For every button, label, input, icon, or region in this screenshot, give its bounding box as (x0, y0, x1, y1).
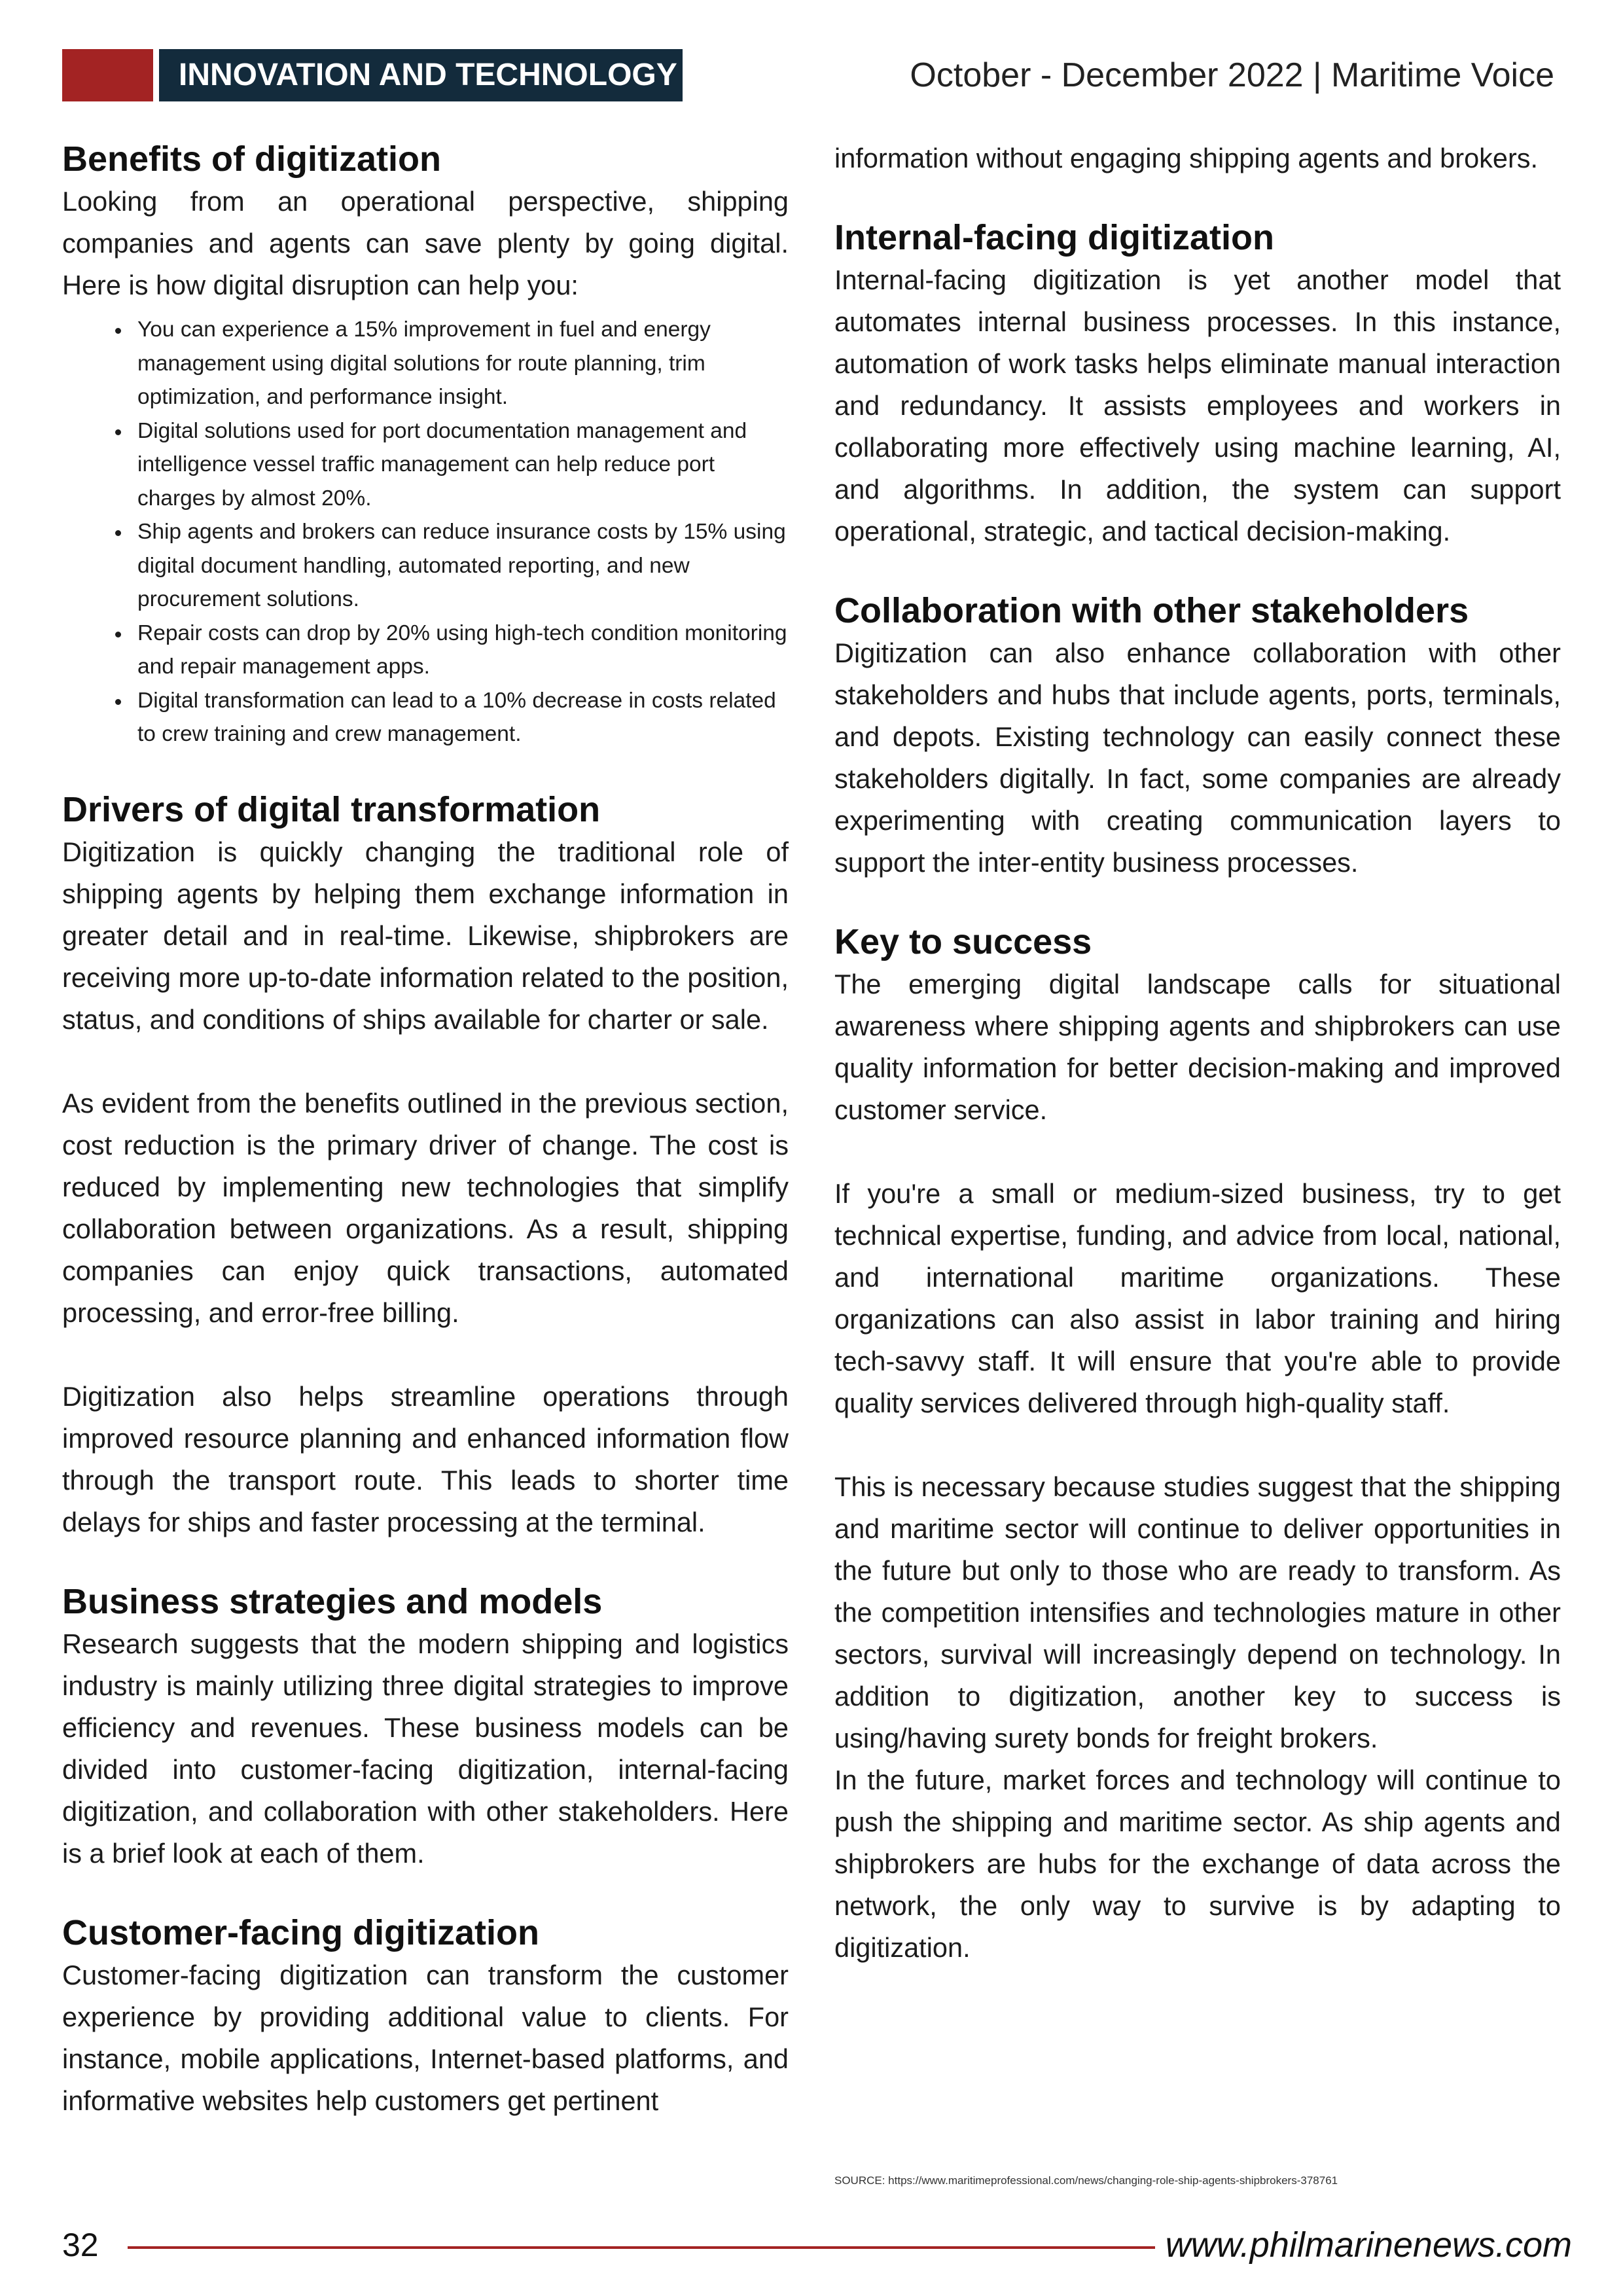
benefits-heading: Benefits of digitization (62, 139, 441, 179)
list-item: • Repair costs can drop by 20% using high-tech condition monitoring and repair management apps. (131, 617, 789, 684)
strategies-heading: Business strategies and models (62, 1581, 603, 1621)
drivers-paragraph-2: As evident from the benefits outlined in the previous section, cost reduction is the primary driver of change. The cost is reduced by implementing new technologies that simplify collaboration between organizations. As a result, shipping companies can enjoy quick transactions, automated processing, and error-free billing. (62, 1087, 789, 1328)
section-tag: INNOVATION AND TECHNOLOGY (159, 49, 683, 101)
issue-info: October - December 2022 | Maritime Voice (910, 56, 1554, 94)
drivers-heading: Drivers of digital transformation (62, 789, 601, 829)
success-paragraph-4: In the future, market forces and technology will continue to push the shipping and maritime sector. As ship agents and shipbrokers are hubs for the exchange of data across the network, the only way to survive is by adapting to digitization. (834, 1765, 1561, 1963)
customer-paragraph-continued: information without engaging shipping agents and brokers. (834, 143, 1539, 173)
success-heading: Key to success (834, 922, 1092, 961)
source-citation: SOURCE: https://www.maritimeprofessional.com/news/changing-role-ship-agents-shipbrokers-378761 (834, 2174, 1338, 2187)
collaboration-heading: Collaboration with other stakeholders (834, 591, 1469, 630)
internal-paragraph: Internal-facing digitization is yet another model that automates internal business processes. In this instance, automation of work tasks helps eliminate manual interaction and redundancy. It assists employees and workers in collaborating more effectively using machine learning, AI, and algorithms. In addition, the system can support operational, strategic, and tactical decision-making. (834, 264, 1561, 547)
list-item: • Digital transformation can lead to a 10% decrease in costs related to crew training and crew management. (131, 684, 789, 751)
customer-heading: Customer-facing digitization (62, 1912, 539, 1952)
list-item: • Ship agents and brokers can reduce insurance costs by 15% using digital document handling, automated reporting, and new procurement solutions. (131, 515, 789, 617)
website-url[interactable]: www.philmarinenews.com (1165, 2225, 1572, 2265)
page-number: 32 (62, 2227, 99, 2263)
success-paragraph-2: If you're a small or medium-sized business, try to get technical expertise, funding, and advice from local, national, and international maritime organizations. These organizations can also assist in labor training and hiring tech-savvy staff. It will ensure that you're able to provide quality services delivered through high-quality staff. (834, 1178, 1561, 1418)
header-red-block (62, 49, 153, 101)
drivers-paragraph-1: Digitization is quickly changing the traditional role of shipping agents by helping them exchange information in greater detail and in real-time. Likewise, shipbrokers are receiving more up-to-date information related to the position, status, and conditions of ships available for charter or sale. (62, 836, 789, 1035)
internal-heading: Internal-facing digitization (834, 218, 1274, 257)
collaboration-paragraph: Digitization can also enhance collaboration with other stakeholders and hubs that include agents, ports, terminals, and depots. Existing technology can easily connect these stakeholders digitally. In fact, some companies are already experimenting with creating communication layers to support the inter-entity business processes. (834, 637, 1561, 878)
benefits-list (62, 313, 789, 751)
right-column (834, 137, 1561, 1969)
success-paragraph-1: The emerging digital landscape calls for situational awareness where shipping agents and shipbrokers can use quality information for better decision-making and improved customer service. (834, 969, 1561, 1125)
strategies-paragraph: Research suggests that the modern shipping and logistics industry is mainly utilizing three digital strategies to improve efficiency and revenues. These business models can be divided into customer-facing digitization, internal-facing digitization, and collaboration with other stakeholders. Here is a brief look at each of them. (62, 1628, 789, 1869)
left-column (62, 137, 789, 2122)
footer-divider (128, 2246, 1155, 2249)
list-item: • You can experience a 15% improvement in fuel and energy management using digital solutions for route planning, trim optimization, and performance insight. (131, 313, 789, 414)
drivers-paragraph-3: Digitization also helps streamline operations through improved resource planning and enhanced information flow through the transport route. This leads to shorter time delays for ships and faster processing at the terminal. (62, 1380, 789, 1537)
benefits-intro: Looking from an operational perspective, shipping companies and agents can save plenty by going digital. Here is how digital disruption can help you: (62, 186, 789, 300)
list-item: • Digital solutions used for port documentation management and intelligence vessel traffic management can help reduce port charges by almost 20%. (131, 414, 789, 516)
success-paragraph-3: This is necessary because studies suggest that the shipping and maritime sector will continue to deliver opportunities in the future but only to those who are ready to transform. As the competition intensifies and technologies mature in other sectors, survival will increasingly depend on technology. In addition to digitization, another key to success is using/having surety bonds for freight brokers. (834, 1471, 1561, 1753)
customer-paragraph: Customer-facing digitization can transform the customer experience by providing additional value to clients. For instance, mobile applications, Internet-based platforms, and informative websites help customers get pertinent (62, 1959, 789, 2116)
